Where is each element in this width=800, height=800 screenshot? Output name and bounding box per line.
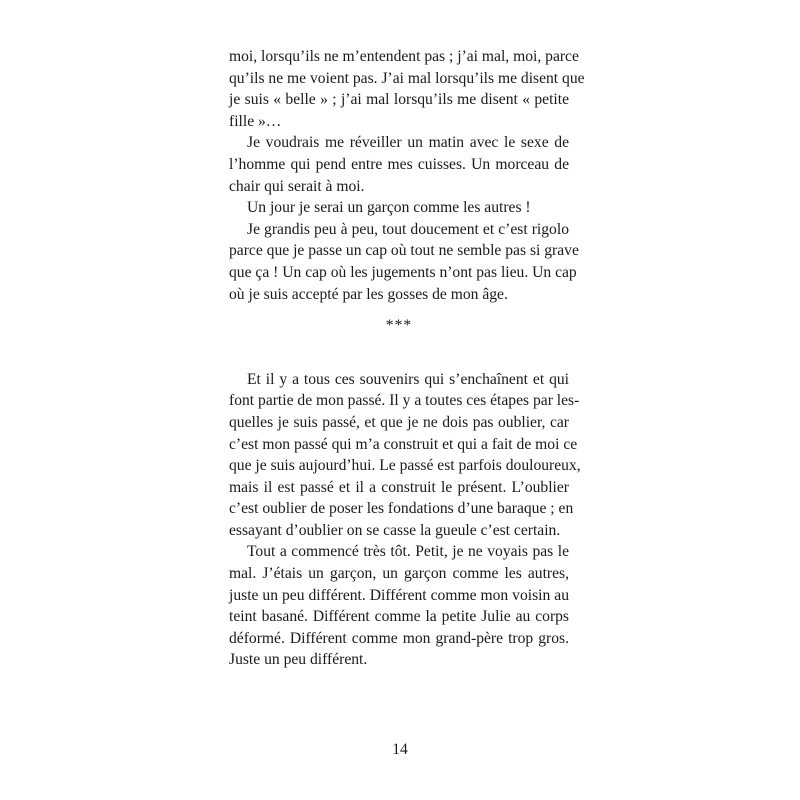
text-line: mais il est passé et il a construit le présent. L’oublier (229, 478, 569, 496)
text-line: Un jour je serai un garçon comme les autres ! (247, 199, 531, 217)
text-block-before-separator (229, 46, 585, 305)
text-line: juste un peu différent. Différent comme mon voisin au (229, 586, 569, 604)
text-line: font partie de mon passé. Il y a toutes ces étapes par les- (229, 392, 580, 410)
text-line: essayant d’oublier on se casse la gueule c’est certain. (229, 521, 561, 539)
text-line: parce que je passe un cap où tout ne semble pas si grave (229, 242, 579, 260)
text-line: l’homme qui pend entre mes cuisses. Un morceau de (229, 155, 569, 173)
text-line: déformé. Différent comme mon grand-père trop gros. (229, 629, 569, 647)
page-number: 14 (392, 741, 408, 758)
text-line: mal. J’étais un garçon, un garçon comme les autres, (229, 565, 569, 583)
text-line: c’est mon passé qui m’a construit et qui a fait de moi ce (229, 435, 578, 453)
text-line: c’est oublier de poser les fondations d’une baraque ; en (229, 500, 574, 518)
text-line: Je voudrais me réveiller un matin avec le sexe de (247, 134, 569, 152)
text-line: Et il y a tous ces souvenirs qui s’enchaînent et qui (247, 370, 569, 388)
text-line: que ça ! Un cap où les jugements n’ont pas lieu. Un cap (229, 263, 577, 281)
text-line: chair qui serait à moi. (229, 177, 365, 195)
text-block-after-separator (229, 369, 581, 671)
text-line: Tout a commencé très tôt. Petit, je ne voyais pas le (247, 543, 569, 561)
text-line: Juste un peu différent. (229, 651, 368, 669)
text-line: teint basané. Différent comme la petite Julie au corps (229, 608, 569, 626)
text-line: Je grandis peu à peu, tout doucement et c’est rigolo (247, 220, 569, 238)
text-line: où je suis accepté par les gosses de mon âge. (229, 285, 508, 303)
page-body (229, 46, 585, 671)
text-line: qu’ils ne me voient pas. J’ai mal lorsqu’ils me disent que (229, 69, 585, 87)
text-line: je suis « belle » ; j’ai mal lorsqu’ils me disent « petite (229, 91, 569, 109)
text-line: quelles je suis passé, et que je ne dois pas oublier, car (229, 413, 569, 431)
text-line: fille »… (229, 112, 282, 130)
text-line: moi, lorsqu’ils ne m’entendent pas ; j’ai mal, moi, parce (229, 48, 579, 65)
section-separator: *** (385, 317, 413, 335)
text-line: que je suis aujourd’hui. Le passé est parfois douloureux, (229, 457, 581, 475)
